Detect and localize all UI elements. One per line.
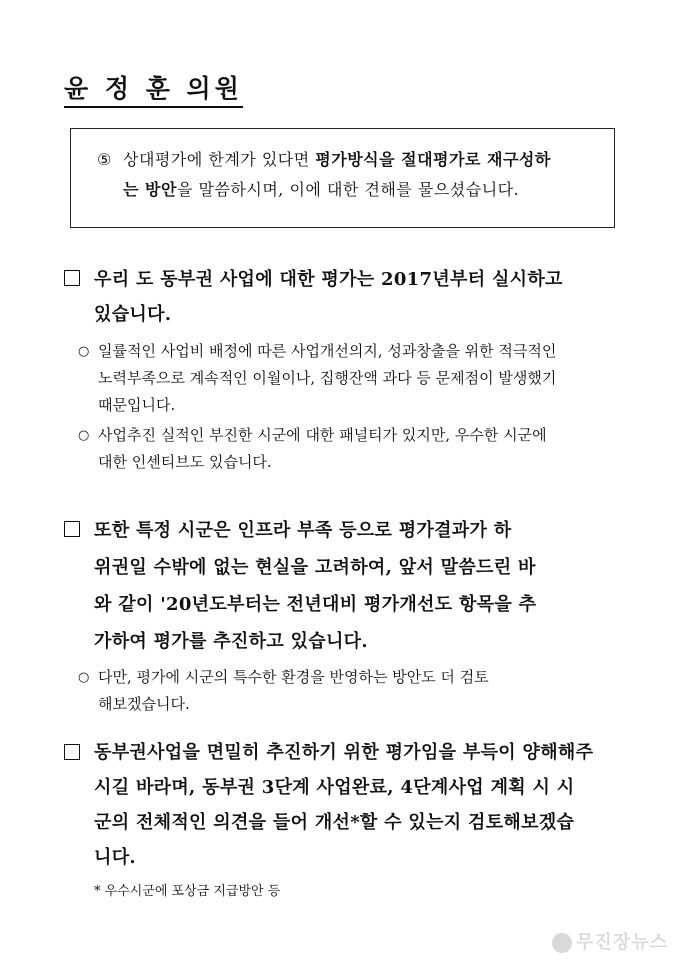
main-line: 동부권사업을 면밀히 추진하기 위한 평가임을 부득이 양해해주 <box>94 742 594 763</box>
footnote: * 우수시군에 포상금 지급방안 등 <box>94 884 281 899</box>
circle-bullet-icon: ○ <box>78 428 90 443</box>
main-line: 위권일 수밖에 없는 현실을 고려하여, 앞서 말씀드린 바 <box>94 557 536 578</box>
question-line-2 <box>97 175 607 205</box>
question-part-bold: 는 방안 <box>123 180 177 199</box>
answer-section-1 <box>64 262 620 476</box>
main-line: 또한 특정 시군은 인프라 부족 등으로 평가결과가 하 <box>94 520 512 541</box>
circle-bullet-icon: ○ <box>78 344 90 359</box>
sub-item <box>64 338 620 419</box>
main-line: 시길 바라며, 동부권 3단계 사업완료, 4단계사업 계획 시 시 <box>94 777 575 798</box>
sub-line: 일률적인 사업비 배정에 따른 사업개선의지, 성과창출을 위한 적극적인 <box>98 342 557 360</box>
answer-section-2 <box>64 512 620 718</box>
main-line: 있습니다. <box>94 304 172 325</box>
section-main-text <box>64 512 620 660</box>
sub-line: 노력부족으로 계속적인 이월이나, 집행잔액 과다 등 문제점이 발생했기 <box>98 369 557 387</box>
main-line: 가하여 평가를 추진하고 있습니다. <box>94 631 368 652</box>
question-part: 상대평가에 한계가 있다면 <box>123 150 316 169</box>
checkbox-square-icon <box>64 521 80 537</box>
sub-line: 해보겠습니다. <box>98 695 190 713</box>
sub-item <box>64 422 620 476</box>
question-text <box>97 145 607 205</box>
watermark-text: 무진장뉴스 <box>576 932 668 953</box>
circle-bullet-icon: ○ <box>78 670 90 685</box>
sub-line: 대한 인센티브도 있습니다. <box>98 453 272 471</box>
section-main-text <box>64 735 620 875</box>
checkbox-square-icon <box>64 744 80 760</box>
checkbox-square-icon <box>64 270 80 286</box>
page-title: 윤 정 훈 의원 <box>64 74 243 108</box>
watermark <box>552 928 668 954</box>
main-line: 니다. <box>94 847 136 868</box>
sub-item <box>64 664 620 718</box>
question-part-bold: 평가방식을 절대평가로 재구성하 <box>315 150 551 169</box>
question-number: ⑤ <box>97 150 112 169</box>
answer-section-3 <box>64 735 620 875</box>
sub-line: 사업추진 실적인 부진한 시군에 대한 패널티가 있지만, 우수한 시군에 <box>98 426 547 444</box>
question-part: 을 말씀하시며, 이에 대한 견해를 물으셨습니다. <box>176 180 520 199</box>
main-line: 와 같이 '20년도부터는 전년대비 평가개선도 항목을 추 <box>94 594 537 615</box>
watermark-logo-icon <box>552 933 572 953</box>
sub-line: 다만, 평가에 시군의 특수한 환경을 반영하는 방안도 더 검토 <box>98 668 489 686</box>
question-box <box>70 128 615 228</box>
sub-line: 때문입니다. <box>98 396 176 414</box>
main-line: 우리 도 동부권 사업에 대한 평가는 2017년부터 실시하고 <box>94 269 563 290</box>
section-main-text <box>64 262 620 332</box>
main-line: 군의 전체적인 의견을 들어 개선*할 수 있는지 검토해보겠습 <box>94 812 575 833</box>
question-line-1 <box>97 145 607 175</box>
